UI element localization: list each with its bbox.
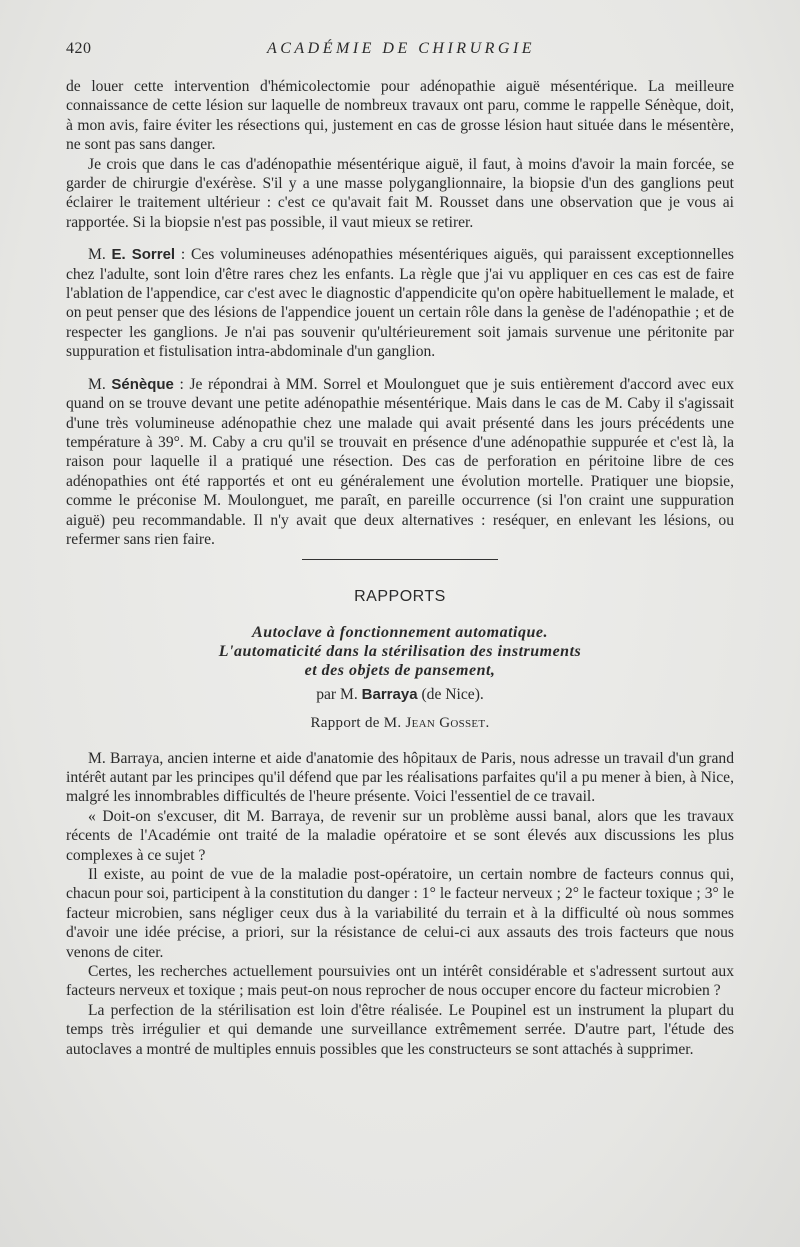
rapporteur-name: Jean Gosset: [405, 715, 486, 732]
page-number: 420: [66, 40, 92, 57]
page-body: [66, 77, 734, 1059]
paragraph-seneque: [66, 375, 734, 550]
speaker-name: E. Sorrel: [111, 246, 176, 264]
rapporteur-suffix: .: [485, 715, 490, 732]
running-title: ACADÉMIE DE CHIRURGIE: [266, 40, 536, 57]
report-paragraph: Il existe, au point de vue de la maladie post-opératoire, un certain nombre de facteurs connus qui, chacun pour soi, participent à la constitution du danger : 1° le facteur nerveux ; 2° le facteur toxique ; 3° le facteur microbien, sans négliger ceux dus à la variabilité du terrain et à la difficulté où nous sommes d'avoir une idée précise, a priori, sur la résistance de celui-ci aux assauts des trois facteurs que nous venons de citer.: [66, 866, 734, 961]
rapporteur-prefix: Rapport de M.: [310, 715, 406, 732]
report-title-line: L'automaticité dans la stérilisation des instruments: [218, 642, 582, 660]
paragraph: Je crois que dans le cas d'adénopathie mésentérique aiguë, il faut, à moins d'avoir la main forcée, se garder de chirurgie d'exérèse. S'il y a une masse polyganglionnaire, la biopsie d'un des ganglions peut éclairer le traitement ultérieur : c'est ce qu'avait fait M. Rousset dans une observation que je vous ai rapportée. Si la biopsie n'est pas possible, il vaut mieux se retirer.: [66, 155, 734, 231]
speaker-prefix: M.: [88, 246, 112, 264]
section-heading: RAPPORTS: [354, 588, 446, 606]
page-header: [66, 40, 736, 64]
report-title-line: et des objets de pansement,: [304, 661, 496, 679]
paragraph-text: : Je répondrai à MM. Sorrel et Moulonguet que je suis entièrement d'accord avec eux quand on se trouve devant une petite adénopathie mésentérique. Mais dans le cas de M. Caby il s'agissait d'une très volumineuse adénopathie chez une malade qui avait présenté dans les jours précédents une température à 39°. M. Caby a cru qu'il se trouvait en présence d'une adénopathie suppurée et c'est là, la raison pour laquelle il a pratiqué une résection. Des cas de perforation en péritoine libre de ces adénopathies ont été rapportés et ont eu généralement une évolution mortelle. Pratiquer une biopsie, comme le préconise M. Moulonguet, me paraît, en pareille occurrence (si l'on craint une suppuration aiguë) peu recommandable. Il n'y avait que deux alternatives : reséquer, en enlevant les lésions, ou refermer sans rien faire.: [66, 375, 734, 548]
byline-prefix: par M.: [316, 685, 362, 703]
rapporteur-line: [66, 714, 734, 733]
report-title-line: Autoclave à fonctionnement automatique.: [252, 623, 548, 641]
author-name: Barraya: [361, 685, 418, 703]
paragraph-text: : Ces volumineuses adénopathies mésentériques aiguës, qui paraissent exceptionnelles chez l'adulte, sont loin d'être rares chez les enfants. La règle que j'ai vu appliquer en ces cas est de faire l'ablation de l'appendice, car c'est avec le diagnostic d'appendicite qu'on opère habituellement le malade, et on peut penser que des lésions de l'appendice jouent un certain rôle dans la genèse de l'adénopathie ; et de respecter les ganglions. Je n'ai pas souvenir qu'ultérieurement soit jamais survenue une péritonite par suppuration et fistulisation intra-abdominale d'un ganglion.: [66, 246, 734, 361]
speaker-name: Sénèque: [111, 375, 174, 393]
report-title: [66, 623, 734, 680]
report-paragraph: La perfection de la stérilisation est loin d'être réalisée. Le Poupinel est un instrument la plupart du temps très irrégulier et qui demande une surveillance extrêmement serrée. D'autre part, l'étude des autoclaves a montré de multiples ennuis possibles que les constructeurs se sont attachés à supprimer.: [66, 1001, 734, 1058]
report-paragraph: Certes, les recherches actuellement poursuivies ont un intérêt considérable et s'adressent surtout aux facteurs nerveux et toxique ; mais peut-on nous reprocher de nous occuper encore du facteur microbien ?: [66, 963, 734, 1000]
paragraph-sorrel: [66, 245, 734, 361]
report-paragraph: « Doit-on s'excuser, dit M. Barraya, de revenir sur un problème aussi banal, alors que les travaux récents de l'Académie ont traité de la maladie opératoire et se sont élevés aux discussions les plus complexes à ce sujet ?: [66, 807, 734, 864]
author-place: (de Nice).: [417, 685, 484, 703]
section-divider: [302, 559, 498, 560]
speaker-prefix: M.: [88, 375, 112, 393]
report-paragraph: M. Barraya, ancien interne et aide d'anatomie des hôpitaux de Paris, nous adresse un travail d'un grand intérêt autant par les principes qu'il défend que par les réalisations parfaites qu'il a pu mener à bien, à Nice, malgré les innombrables difficultés de l'heure présente. Voici l'essentiel de ce travail.: [66, 749, 734, 806]
paragraph: de louer cette intervention d'hémicolectomie pour adénopathie aiguë mésentérique. La meilleure connaissance de cette lésion sur laquelle de nombreux travaux ont paru, comme le rappelle Sénèque, doit, à mon avis, faire éviter les résections qui, justement en cas de grosse lésion haut située dans le mésentère, ne sont pas sans danger.: [66, 78, 734, 154]
report-byline: [66, 685, 734, 704]
